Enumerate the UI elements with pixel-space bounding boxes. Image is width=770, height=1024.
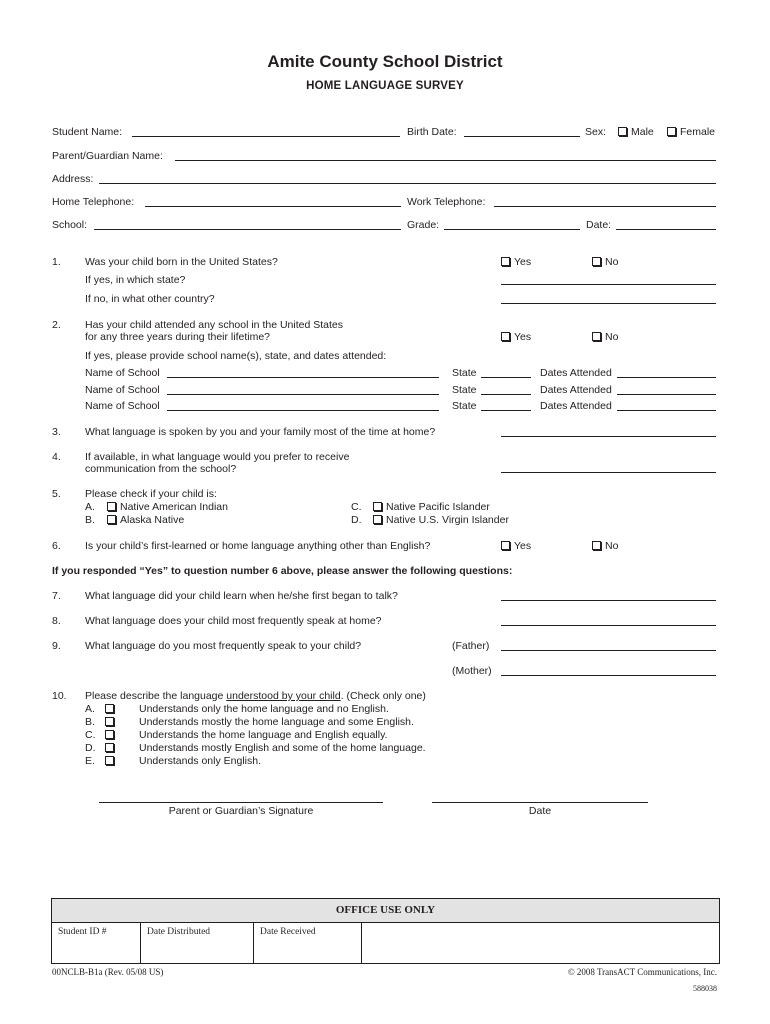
q6-no-option[interactable]: No xyxy=(592,540,618,552)
q2-state-label: State xyxy=(452,384,477,396)
q9-text: What language do you most frequently speak to your child? xyxy=(85,640,362,652)
office-student-id-label: Student ID # xyxy=(58,927,107,937)
checkbox-icon[interactable] xyxy=(501,541,510,550)
q2-state-field[interactable] xyxy=(481,394,531,395)
q5-number: 5. xyxy=(52,488,61,500)
office-use-table xyxy=(51,898,720,964)
q4-answer-field[interactable] xyxy=(501,472,716,473)
q2-yes-option[interactable]: Yes xyxy=(501,331,531,343)
q2-school-field[interactable] xyxy=(167,410,439,411)
address-label: Address: xyxy=(52,173,94,185)
q2-dates-field[interactable] xyxy=(617,410,716,411)
q5-option-a[interactable]: A. Native American Indian xyxy=(85,501,228,513)
q4-text-line2: communication from the school? xyxy=(85,463,237,475)
q10-option-b[interactable]: B. Understands mostly the home language and some English. xyxy=(85,716,414,728)
q2-school-label: Name of School xyxy=(85,367,160,379)
office-date-received-cell[interactable] xyxy=(254,923,362,963)
checkbox-icon[interactable] xyxy=(105,756,114,765)
q8-number: 8. xyxy=(52,615,61,627)
q4-text-line1: If available, in what language would you prefer to receive xyxy=(85,451,350,463)
q5-option-d[interactable]: D. Native U.S. Virgin Islander xyxy=(351,514,509,526)
checkbox-icon[interactable] xyxy=(618,127,627,136)
school-field[interactable] xyxy=(94,229,401,230)
checkbox-icon[interactable] xyxy=(592,257,601,266)
office-date-distributed-label: Date Distributed xyxy=(147,927,211,937)
copyright: © 2008 TransACT Communications, Inc. xyxy=(567,967,717,977)
q2-text-line1: Has your child attended any school in the United States xyxy=(85,319,343,331)
q2-number: 2. xyxy=(52,319,61,331)
birth-date-label: Birth Date: xyxy=(407,126,457,138)
q2-no-option[interactable]: No xyxy=(592,331,618,343)
q2-dates-label: Dates Attended xyxy=(540,367,612,379)
guardian-signature-label: Parent or Guardian’s Signature xyxy=(168,805,314,817)
checkbox-icon[interactable] xyxy=(107,502,116,511)
q9-number: 9. xyxy=(52,640,61,652)
student-name-field[interactable] xyxy=(132,136,400,137)
q1-country-field[interactable] xyxy=(501,303,716,304)
grade-label: Grade: xyxy=(407,219,440,231)
q3-number: 3. xyxy=(52,426,61,438)
signature-date-label: Date xyxy=(528,805,552,817)
date-field[interactable] xyxy=(616,229,716,230)
q2-state-field[interactable] xyxy=(481,410,531,411)
q1-sub-country: If no, in what other country? xyxy=(85,293,215,305)
q2-school-label: Name of School xyxy=(85,384,160,396)
office-date-distributed-cell[interactable] xyxy=(141,923,254,963)
checkbox-icon[interactable] xyxy=(501,257,510,266)
q10-number: 10. xyxy=(52,690,67,702)
birth-date-field[interactable] xyxy=(464,136,580,137)
q9-father-field[interactable] xyxy=(501,650,716,651)
q8-text: What language does your child most frequently speak at home? xyxy=(85,615,382,627)
q2-dates-field[interactable] xyxy=(617,377,716,378)
parent-name-label: Parent/Guardian Name: xyxy=(52,150,163,162)
address-field[interactable] xyxy=(99,183,716,184)
checkbox-icon[interactable] xyxy=(667,127,676,136)
page-title: Amite County School District xyxy=(267,52,503,71)
q6-text: Is your child’s first-learned or home language anything other than English? xyxy=(85,540,431,552)
work-phone-field[interactable] xyxy=(494,206,716,207)
checkbox-icon[interactable] xyxy=(105,717,114,726)
q10-option-c[interactable]: C. Understands the home language and English equally. xyxy=(85,729,388,741)
date-label: Date: xyxy=(586,219,612,231)
office-blank-cell[interactable] xyxy=(362,923,719,963)
q3-text: What language is spoken by you and your family most of the time at home? xyxy=(85,426,436,438)
office-student-id-cell[interactable] xyxy=(52,923,141,963)
q6-number: 6. xyxy=(52,540,61,552)
form-subtitle: HOME LANGUAGE SURVEY xyxy=(306,80,464,92)
q8-answer-field[interactable] xyxy=(501,625,716,626)
home-phone-field[interactable] xyxy=(145,206,401,207)
q10-option-a[interactable]: A. Understands only the home language and no English. xyxy=(85,703,389,715)
checkbox-icon[interactable] xyxy=(107,515,116,524)
student-name-label: Student Name: xyxy=(52,126,123,138)
q1-state-field[interactable] xyxy=(501,284,716,285)
guardian-signature-field[interactable] xyxy=(99,802,383,803)
q7-text: What language did your child learn when he/she first began to talk? xyxy=(85,590,398,602)
parent-name-field[interactable] xyxy=(175,160,716,161)
q1-number: 1. xyxy=(52,256,61,268)
q5-option-b[interactable]: B. Alaska Native xyxy=(85,514,185,526)
checkbox-icon[interactable] xyxy=(373,502,382,511)
signature-date-field[interactable] xyxy=(432,802,648,803)
q1-yes-option[interactable]: Yes xyxy=(501,256,531,268)
checkbox-icon[interactable] xyxy=(105,730,114,739)
sex-male-option[interactable]: Male xyxy=(618,126,654,138)
q2-dates-label: Dates Attended xyxy=(540,400,612,412)
document-number: 588038 xyxy=(693,984,717,993)
q6-yes-option[interactable]: Yes xyxy=(501,540,531,552)
q2-state-label: State xyxy=(452,400,477,412)
q5-text: Please check if your child is: xyxy=(85,488,217,500)
q5-option-c[interactable]: C. Native Pacific Islander xyxy=(351,501,490,513)
checkbox-icon[interactable] xyxy=(373,515,382,524)
q7-number: 7. xyxy=(52,590,61,602)
sex-female-option[interactable]: Female xyxy=(667,126,715,138)
q2-school-label: Name of School xyxy=(85,400,160,412)
home-phone-label: Home Telephone: xyxy=(52,196,135,208)
q1-no-option[interactable]: No xyxy=(592,256,618,268)
work-phone-label: Work Telephone: xyxy=(407,196,486,208)
q9-mother-label: (Mother) xyxy=(452,665,492,677)
q1-text: Was your child born in the United States? xyxy=(85,256,278,268)
office-date-received-label: Date Received xyxy=(260,927,316,937)
checkbox-icon[interactable] xyxy=(592,332,601,341)
q1-sub-state: If yes, in which state? xyxy=(85,274,186,286)
checkbox-icon[interactable] xyxy=(105,704,114,713)
office-use-heading: OFFICE USE ONLY xyxy=(52,899,719,923)
yes-instruction: If you responded “Yes” to question number 6 above, please answer the following questions: xyxy=(52,565,513,577)
q2-dates-field[interactable] xyxy=(617,394,716,395)
form-code: 00NCLB-B1a (Rev. 05/08 US) xyxy=(52,967,164,977)
q10-text: Please describe the language understood by your child. (Check only one) xyxy=(85,690,426,702)
q2-state-label: State xyxy=(452,367,477,379)
q9-mother-field[interactable] xyxy=(501,675,716,676)
checkbox-icon[interactable] xyxy=(592,541,601,550)
q2-sub: If yes, please provide school name(s), state, and dates attended: xyxy=(85,350,387,362)
q7-answer-field[interactable] xyxy=(501,600,716,601)
q2-school-field[interactable] xyxy=(167,394,439,395)
checkbox-icon[interactable] xyxy=(105,743,114,752)
q2-dates-label: Dates Attended xyxy=(540,384,612,396)
q2-school-field[interactable] xyxy=(167,377,439,378)
checkbox-icon[interactable] xyxy=(501,332,510,341)
grade-field[interactable] xyxy=(444,229,580,230)
q3-answer-field[interactable] xyxy=(501,436,716,437)
sex-label: Sex: xyxy=(585,126,607,138)
q9-father-label: (Father) xyxy=(452,640,490,652)
q10-option-d[interactable]: D. Understands mostly English and some of the home language. xyxy=(85,742,426,754)
q2-state-field[interactable] xyxy=(481,377,531,378)
q10-option-e[interactable]: E. Understands only English. xyxy=(85,755,261,767)
q4-number: 4. xyxy=(52,451,61,463)
q2-text-line2: for any three years during their lifetime? xyxy=(85,331,271,343)
school-label: School: xyxy=(52,219,88,231)
